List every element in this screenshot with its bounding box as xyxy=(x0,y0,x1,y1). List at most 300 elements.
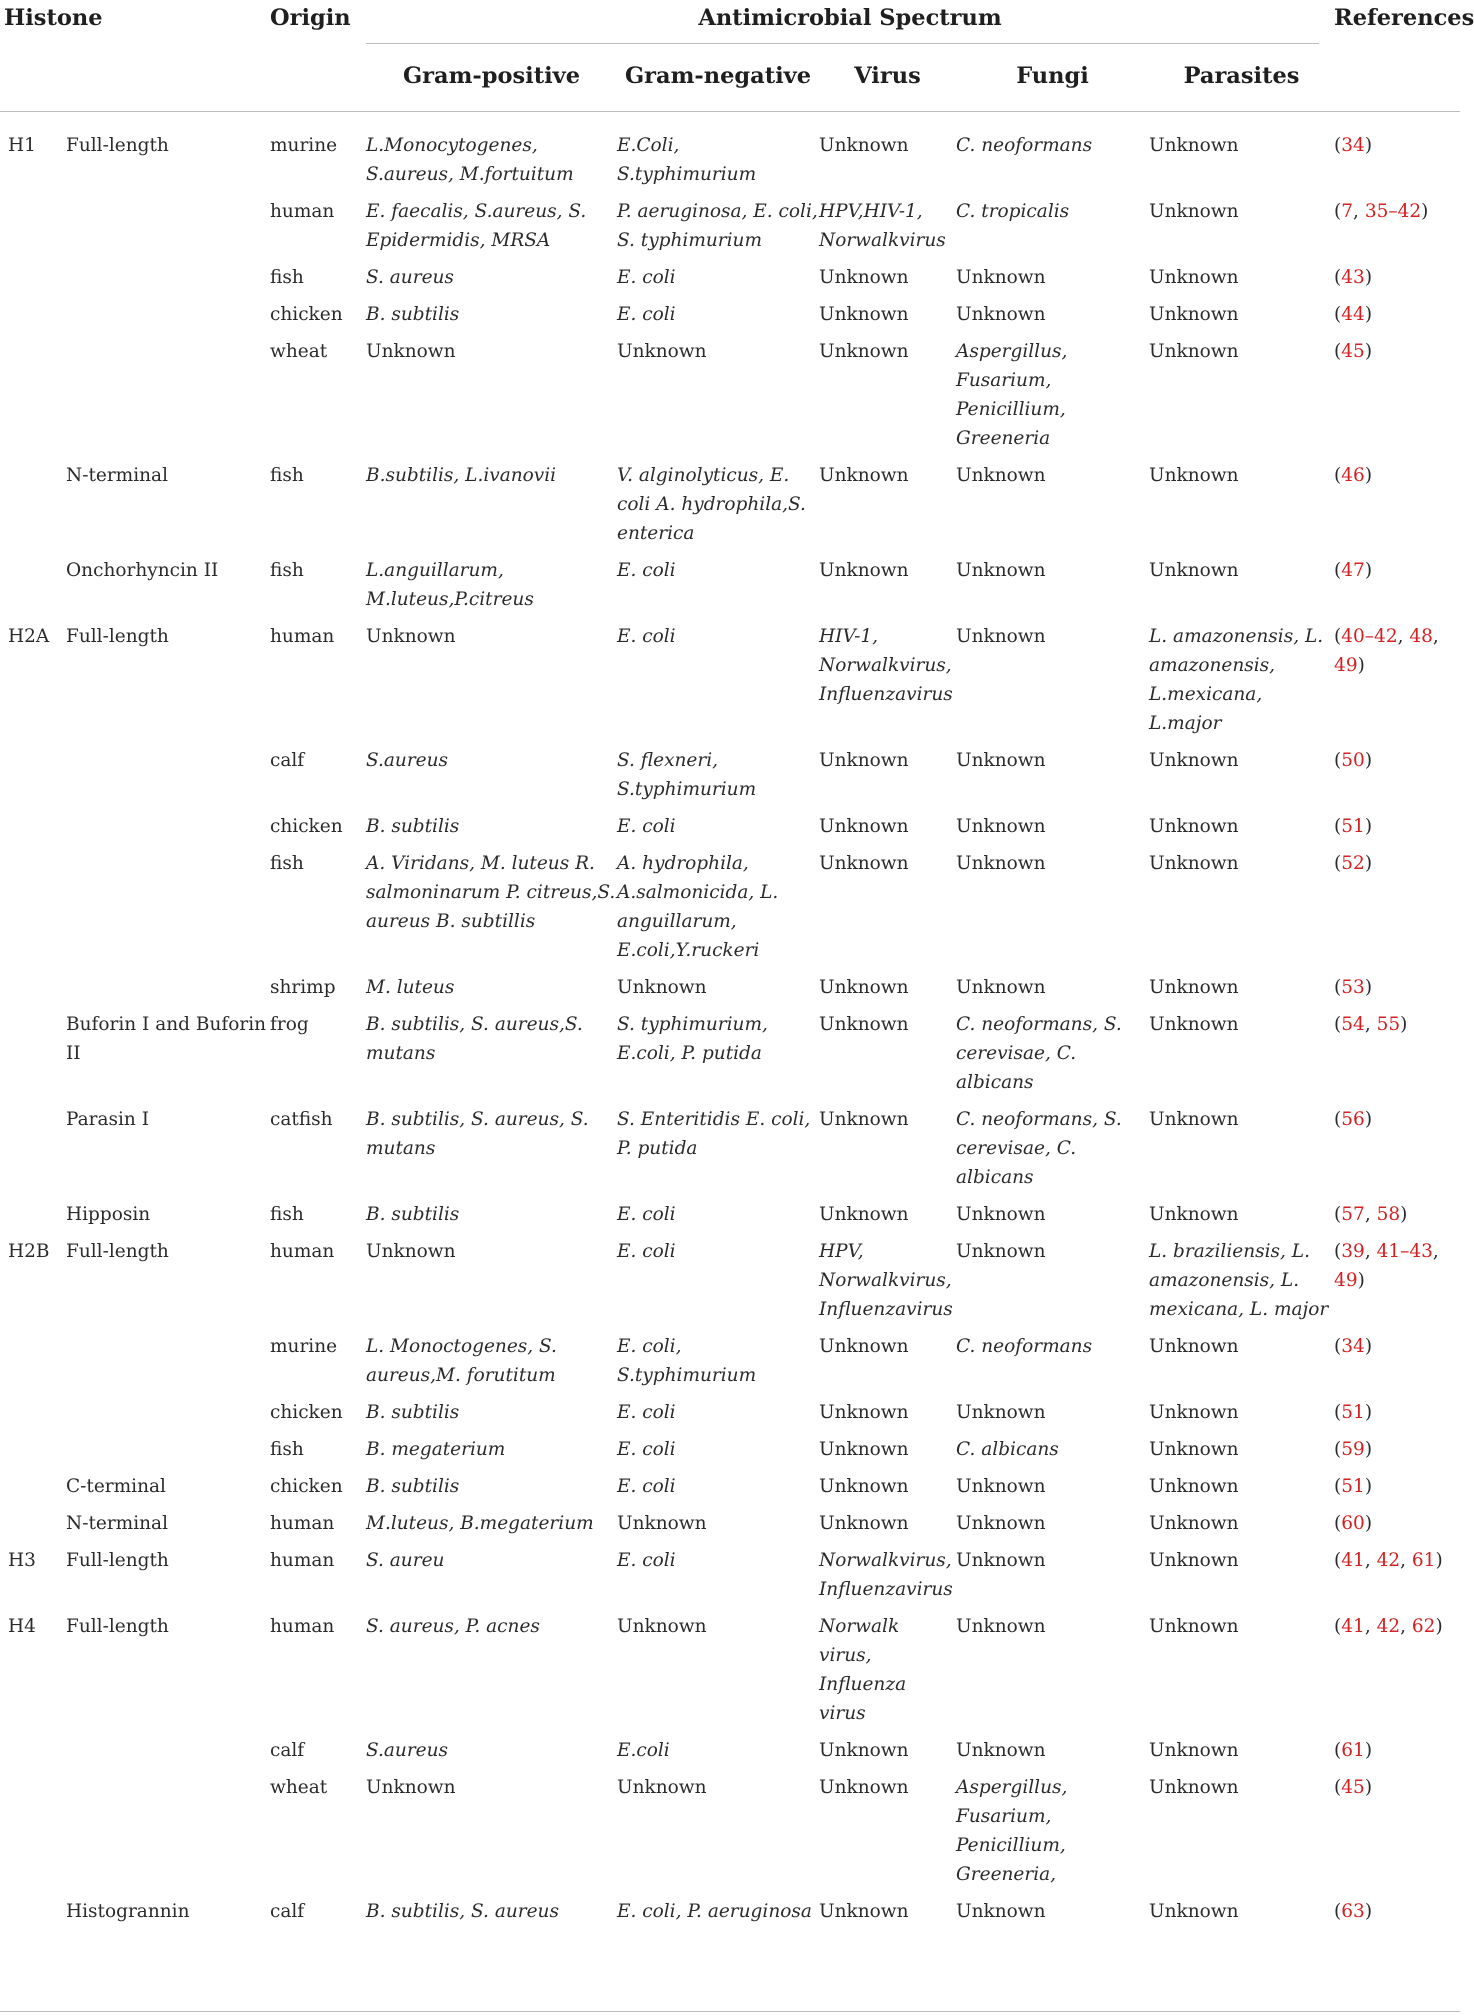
cell-parasites: Unknown xyxy=(1149,1204,1239,1225)
cell-fungi: Unknown xyxy=(956,1241,1046,1262)
cell-references: (63) xyxy=(1334,1901,1373,1922)
cell-parasites: Unknown xyxy=(1149,341,1239,362)
table-row xyxy=(4,1773,1456,1897)
reference-link[interactable]: 51 xyxy=(1341,1402,1365,1423)
cell-references: (46) xyxy=(1334,465,1373,486)
cell-origin: shrimp xyxy=(270,977,336,998)
cell-fungi: Unknown xyxy=(956,304,1046,325)
cell-variant: Full-length xyxy=(66,626,169,647)
cell-variant: N-terminal xyxy=(66,1513,168,1534)
cell-fungi: Unknown xyxy=(956,1901,1046,1922)
cell-references: (56) xyxy=(1334,1109,1373,1130)
table-row xyxy=(4,1736,1456,1773)
table-row xyxy=(4,812,1456,849)
reference-link[interactable]: 42 xyxy=(1376,1616,1401,1637)
cell-gram-negative: P. aeruginosa, E. coli, S. typhimurium xyxy=(617,201,818,251)
cell-origin: chicken xyxy=(270,1402,343,1423)
reference-link[interactable]: 34 xyxy=(1341,1336,1365,1357)
cell-fungi: Aspergillus, Fusarium, Penicillium, Greeneria xyxy=(956,341,1068,449)
cell-virus: Unknown xyxy=(819,135,909,156)
table-row xyxy=(4,1010,1456,1105)
cell-gram-positive: Unknown xyxy=(366,1241,456,1262)
cell-references: (41, 42, 62) xyxy=(1334,1616,1443,1637)
cell-references: (34) xyxy=(1334,135,1373,156)
cell-variant: Hipposin xyxy=(66,1204,151,1225)
cell-histone: H2A xyxy=(8,626,50,647)
cell-variant xyxy=(66,746,270,812)
header-fungi: Fungi xyxy=(1016,63,1089,89)
cell-histone xyxy=(4,300,66,337)
cell-parasites: Unknown xyxy=(1149,1402,1239,1423)
cell-references: (44) xyxy=(1334,304,1373,325)
table-row xyxy=(4,1546,1456,1612)
cell-variant: Full-length xyxy=(66,135,169,156)
cell-gram-negative: V. alginolyticus, E. coli A. hydrophila,S. enterica xyxy=(617,465,806,544)
reference-link[interactable]: 45 xyxy=(1341,1777,1365,1798)
cell-references: (47) xyxy=(1334,560,1373,581)
cell-references: (57, 58) xyxy=(1334,1204,1408,1225)
cell-parasites: Unknown xyxy=(1149,267,1239,288)
cell-parasites: Unknown xyxy=(1149,1439,1239,1460)
cell-gram-negative: Unknown xyxy=(617,1777,707,1798)
cell-variant xyxy=(66,1736,270,1773)
reference-link[interactable]: 44 xyxy=(1341,304,1365,325)
reference-link[interactable]: 56 xyxy=(1341,1109,1365,1130)
cell-references: (39, 41–43, 49) xyxy=(1334,1241,1439,1291)
table-row xyxy=(4,1509,1456,1546)
cell-virus: Unknown xyxy=(819,560,909,581)
reference-link[interactable]: 39 xyxy=(1341,1241,1365,1262)
cell-gram-positive: B. subtilis xyxy=(366,1402,460,1423)
cell-histone xyxy=(4,461,66,556)
cell-parasites: Unknown xyxy=(1149,560,1239,581)
cell-origin: calf xyxy=(270,1740,305,1761)
reference-link[interactable]: 40–42 xyxy=(1341,626,1398,647)
cell-virus: Unknown xyxy=(819,750,909,771)
cell-fungi: Unknown xyxy=(956,1402,1046,1423)
cell-histone xyxy=(4,1332,66,1398)
cell-parasites: Unknown xyxy=(1149,750,1239,771)
cell-histone xyxy=(4,337,66,461)
cell-gram-negative: E. coli xyxy=(617,1241,676,1262)
cell-references: (59) xyxy=(1334,1439,1373,1460)
cell-histone xyxy=(4,1736,66,1773)
reference-link[interactable]: 54 xyxy=(1341,1014,1365,1035)
table-row xyxy=(4,1897,1456,1934)
table-row xyxy=(4,1105,1456,1200)
cell-fungi: C. tropicalis xyxy=(956,201,1070,222)
table-row xyxy=(4,1398,1456,1435)
cell-gram-positive: B. subtilis xyxy=(366,816,460,837)
cell-gram-negative: Unknown xyxy=(617,977,707,998)
cell-variant: C-terminal xyxy=(66,1476,166,1497)
cell-origin: fish xyxy=(270,1204,304,1225)
cell-parasites: Unknown xyxy=(1149,1616,1239,1637)
spectrum-underline xyxy=(366,43,1319,44)
cell-fungi: Unknown xyxy=(956,465,1046,486)
cell-virus: Unknown xyxy=(819,1901,909,1922)
reference-link[interactable]: 51 xyxy=(1341,816,1365,837)
table-row xyxy=(4,1200,1456,1237)
cell-variant xyxy=(66,337,270,461)
cell-histone xyxy=(4,1472,66,1509)
reference-link[interactable]: 53 xyxy=(1341,977,1365,998)
cell-histone xyxy=(4,1200,66,1237)
table-row xyxy=(4,263,1456,300)
cell-origin: human xyxy=(270,1550,335,1571)
cell-variant xyxy=(66,1398,270,1435)
cell-gram-positive: B. subtilis xyxy=(366,304,460,325)
cell-gram-positive: M.luteus, B.megaterium xyxy=(366,1513,594,1534)
cell-variant: N-terminal xyxy=(66,465,168,486)
cell-origin: chicken xyxy=(270,304,343,325)
cell-fungi: Unknown xyxy=(956,1476,1046,1497)
cell-parasites: Unknown xyxy=(1149,201,1239,222)
cell-virus: Unknown xyxy=(819,1014,909,1035)
cell-variant: Histogrannin xyxy=(66,1901,190,1922)
cell-references: (52) xyxy=(1334,853,1373,874)
cell-origin: fish xyxy=(270,853,304,874)
reference-link[interactable]: 49 xyxy=(1334,655,1358,676)
cell-references: (50) xyxy=(1334,750,1373,771)
reference-link[interactable]: 35–42 xyxy=(1364,201,1422,222)
antimicrobial-spectrum-table xyxy=(4,0,1474,1934)
cell-gram-negative: S. typhimurium, E.coli, P. putida xyxy=(617,1014,768,1064)
cell-references: (43) xyxy=(1334,267,1373,288)
header-virus: Virus xyxy=(854,63,921,89)
cell-gram-negative: A. hydrophila, A.salmonicida, L. anguillarum, E.coli,Y.ruckeri xyxy=(617,853,779,961)
cell-virus: HPV, Norwalkvirus, Influenzavirus xyxy=(819,1241,953,1320)
cell-gram-positive: A. Viridans, M. luteus R. salmoninarum P. citreus,S. aureus B. subtillis xyxy=(366,853,616,932)
table-row xyxy=(4,300,1456,337)
cell-virus: HPV,HIV-1, Norwalkvirus xyxy=(819,201,946,251)
reference-link[interactable]: 41 xyxy=(1341,1550,1365,1571)
cell-histone xyxy=(4,1010,66,1105)
cell-origin: calf xyxy=(270,1901,305,1922)
cell-gram-negative: E.Coli, S.typhimurium xyxy=(617,135,757,185)
cell-gram-positive: B. subtilis xyxy=(366,1476,460,1497)
cell-variant xyxy=(66,973,270,1010)
cell-variant xyxy=(66,197,270,263)
cell-references: (53) xyxy=(1334,977,1373,998)
cell-gram-negative: E. coli, S.typhimurium xyxy=(617,1336,757,1386)
cell-gram-negative: Unknown xyxy=(617,1616,707,1637)
cell-gram-positive: E. faecalis, S.aureus, S. Epidermidis, MRSA xyxy=(366,201,587,251)
cell-parasites: Unknown xyxy=(1149,1014,1239,1035)
cell-virus: Unknown xyxy=(819,816,909,837)
reference-link[interactable]: 7 xyxy=(1341,201,1354,222)
cell-gram-negative: E. coli xyxy=(617,1476,676,1497)
cell-origin: catfish xyxy=(270,1109,333,1130)
cell-histone: H1 xyxy=(8,135,36,156)
table-row xyxy=(4,622,1456,746)
reference-link[interactable]: 58 xyxy=(1376,1204,1401,1225)
header-parasites: Parasites xyxy=(1183,63,1300,89)
cell-parasites: L. braziliensis, L. amazonensis, L. mexicana, L. major xyxy=(1149,1241,1329,1320)
reference-link[interactable]: 51 xyxy=(1341,1476,1365,1497)
cell-origin: chicken xyxy=(270,1476,343,1497)
table-row xyxy=(4,1332,1456,1398)
cell-origin: murine xyxy=(270,135,338,156)
cell-fungi: C. neoformans, S. cerevisae, C. albicans xyxy=(956,1109,1122,1188)
cell-gram-negative: Unknown xyxy=(617,341,707,362)
cell-gram-positive: Unknown xyxy=(366,626,456,647)
header-gram-negative: Gram-negative xyxy=(624,63,812,89)
cell-references: (45) xyxy=(1334,1777,1373,1798)
cell-references: (41, 42, 61) xyxy=(1334,1550,1443,1571)
reference-link[interactable]: 47 xyxy=(1341,560,1365,581)
cell-gram-positive: B. subtilis, S. aureus xyxy=(366,1901,559,1922)
cell-gram-positive: S.aureus xyxy=(366,1740,449,1761)
reference-link[interactable]: 62 xyxy=(1411,1616,1436,1637)
cell-origin: chicken xyxy=(270,816,343,837)
cell-gram-positive: B. subtilis xyxy=(366,1204,460,1225)
cell-virus: Unknown xyxy=(819,1777,909,1798)
cell-gram-negative: S. flexneri, S.typhimurium xyxy=(617,750,757,800)
cell-fungi: Unknown xyxy=(956,977,1046,998)
cell-gram-positive: B. subtilis, S. aureus,S. mutans xyxy=(366,1014,583,1064)
cell-fungi: Aspergillus, Fusarium, Penicillium, Greeneria, xyxy=(956,1777,1068,1885)
cell-virus: HIV-1, Norwalkvirus, Influenzavirus xyxy=(819,626,953,705)
cell-histone: H4 xyxy=(8,1616,36,1637)
table-row xyxy=(4,1472,1456,1509)
cell-virus: Unknown xyxy=(819,304,909,325)
cell-parasites: Unknown xyxy=(1149,135,1239,156)
reference-link[interactable]: 50 xyxy=(1341,750,1365,771)
cell-fungi: C. albicans xyxy=(956,1439,1059,1460)
cell-gram-negative: E. coli xyxy=(617,1402,676,1423)
cell-gram-negative: E. coli xyxy=(617,626,676,647)
cell-variant: Full-length xyxy=(66,1616,169,1637)
cell-virus: Unknown xyxy=(819,1336,909,1357)
cell-histone xyxy=(4,556,66,622)
cell-virus: Unknown xyxy=(819,853,909,874)
cell-gram-negative: E. coli xyxy=(617,1204,676,1225)
cell-fungi: Unknown xyxy=(956,853,1046,874)
cell-variant xyxy=(66,812,270,849)
cell-gram-negative: E.coli xyxy=(617,1740,670,1761)
cell-variant xyxy=(66,300,270,337)
header-divider xyxy=(0,111,1460,112)
table-row xyxy=(4,746,1456,812)
cell-histone xyxy=(4,197,66,263)
cell-fungi: C. neoformans xyxy=(956,135,1093,156)
reference-link[interactable]: 34 xyxy=(1341,135,1365,156)
cell-virus: Unknown xyxy=(819,1740,909,1761)
table-row xyxy=(4,849,1456,973)
table-row xyxy=(4,1612,1456,1736)
reference-link[interactable]: 63 xyxy=(1341,1901,1365,1922)
table-body xyxy=(4,112,1456,1934)
reference-link[interactable]: 46 xyxy=(1341,465,1365,486)
cell-gram-negative: E. coli xyxy=(617,560,676,581)
cell-variant: Parasin I xyxy=(66,1109,150,1130)
cell-histone xyxy=(4,1773,66,1897)
cell-virus: Unknown xyxy=(819,1513,909,1534)
cell-references: (45) xyxy=(1334,341,1373,362)
reference-link[interactable]: 55 xyxy=(1376,1014,1401,1035)
reference-link[interactable]: 42 xyxy=(1376,1550,1401,1571)
cell-gram-positive: Unknown xyxy=(366,1777,456,1798)
table-row xyxy=(4,461,1456,556)
reference-link[interactable]: 52 xyxy=(1341,853,1365,874)
cell-fungi: Unknown xyxy=(956,750,1046,771)
reference-link[interactable]: 61 xyxy=(1341,1740,1365,1761)
cell-gram-positive: S. aureus xyxy=(366,267,454,288)
cell-origin: human xyxy=(270,1513,335,1534)
cell-histone: H2B xyxy=(8,1241,50,1262)
header-histone: Histone xyxy=(4,5,103,31)
cell-gram-positive: M. luteus xyxy=(366,977,455,998)
cell-fungi: Unknown xyxy=(956,1616,1046,1637)
cell-parasites: Unknown xyxy=(1149,465,1239,486)
cell-parasites: L. amazonensis, L. amazonensis, L.mexicana, L.major xyxy=(1149,626,1324,734)
table-bottom-rule xyxy=(0,2011,1460,2012)
cell-virus: Unknown xyxy=(819,465,909,486)
cell-origin: wheat xyxy=(270,1777,328,1798)
cell-gram-positive: L.Monocytogenes, S.aureus, M.fortuitum xyxy=(366,135,574,185)
cell-references: (7, 35–42) xyxy=(1334,201,1429,222)
table-row xyxy=(4,1435,1456,1472)
cell-gram-positive: S.aureus xyxy=(366,750,449,771)
cell-parasites: Unknown xyxy=(1149,1109,1239,1130)
cell-variant: Onchorhyncin II xyxy=(66,560,219,581)
reference-link[interactable]: 41–43 xyxy=(1376,1241,1433,1262)
cell-virus: Unknown xyxy=(819,977,909,998)
cell-gram-negative: Unknown xyxy=(617,1513,707,1534)
cell-histone xyxy=(4,1105,66,1200)
cell-parasites: Unknown xyxy=(1149,1476,1239,1497)
cell-fungi: Unknown xyxy=(956,1204,1046,1225)
cell-references: (51) xyxy=(1334,1402,1373,1423)
cell-references: (61) xyxy=(1334,1740,1373,1761)
cell-origin: fish xyxy=(270,267,304,288)
cell-fungi: Unknown xyxy=(956,560,1046,581)
cell-parasites: Unknown xyxy=(1149,1550,1239,1571)
cell-variant xyxy=(66,263,270,300)
cell-references: (60) xyxy=(1334,1513,1373,1534)
reference-link[interactable]: 43 xyxy=(1341,267,1365,288)
cell-gram-negative: E. coli xyxy=(617,1550,676,1571)
cell-parasites: Unknown xyxy=(1149,853,1239,874)
cell-gram-negative: E. coli xyxy=(617,304,676,325)
reference-link[interactable]: 41 xyxy=(1341,1616,1365,1637)
cell-origin: wheat xyxy=(270,341,328,362)
cell-fungi: Unknown xyxy=(956,816,1046,837)
cell-origin: human xyxy=(270,626,335,647)
header-references: References xyxy=(1334,5,1474,31)
cell-variant xyxy=(66,1332,270,1398)
cell-virus: Unknown xyxy=(819,1109,909,1130)
cell-references: (40–42, 48, 49) xyxy=(1334,626,1439,676)
cell-parasites: Unknown xyxy=(1149,816,1239,837)
cell-references: (51) xyxy=(1334,816,1373,837)
cell-parasites: Unknown xyxy=(1149,1513,1239,1534)
cell-origin: human xyxy=(270,1241,335,1262)
table-row xyxy=(4,197,1456,263)
cell-gram-negative: S. Enteritidis E. coli, P. putida xyxy=(617,1109,811,1159)
cell-virus: Unknown xyxy=(819,1204,909,1225)
cell-references: (34) xyxy=(1334,1336,1373,1357)
cell-fungi: Unknown xyxy=(956,267,1046,288)
reference-link[interactable]: 45 xyxy=(1341,341,1365,362)
header-origin: Origin xyxy=(270,5,351,31)
cell-virus: Unknown xyxy=(819,1402,909,1423)
cell-origin: fish xyxy=(270,465,304,486)
cell-parasites: Unknown xyxy=(1149,1740,1239,1761)
cell-gram-negative: E. coli, P. aeruginosa xyxy=(617,1901,812,1922)
reference-link[interactable]: 57 xyxy=(1341,1204,1365,1225)
cell-parasites: Unknown xyxy=(1149,1777,1239,1798)
cell-parasites: Unknown xyxy=(1149,304,1239,325)
cell-virus: Unknown xyxy=(819,267,909,288)
cell-gram-positive: L. Monoctogenes, S. aureus,M. forutitum xyxy=(366,1336,557,1386)
cell-parasites: Unknown xyxy=(1149,1901,1239,1922)
cell-gram-positive: B.subtilis, L.ivanovii xyxy=(366,465,557,486)
cell-origin: calf xyxy=(270,750,305,771)
reference-link[interactable]: 61 xyxy=(1411,1550,1436,1571)
reference-link[interactable]: 60 xyxy=(1341,1513,1365,1534)
table-row xyxy=(4,337,1456,461)
cell-histone xyxy=(4,1897,66,1934)
table-row xyxy=(4,131,1456,197)
cell-gram-positive: S. aureus, P. acnes xyxy=(366,1616,540,1637)
reference-link[interactable]: 48 xyxy=(1409,626,1433,647)
cell-origin: frog xyxy=(270,1014,309,1035)
cell-variant: Full-length xyxy=(66,1241,169,1262)
cell-gram-positive: B. megaterium xyxy=(366,1439,506,1460)
reference-link[interactable]: 49 xyxy=(1334,1270,1358,1291)
cell-virus: Unknown xyxy=(819,1439,909,1460)
table-row xyxy=(4,556,1456,622)
table-row xyxy=(4,973,1456,1010)
cell-fungi: Unknown xyxy=(956,1513,1046,1534)
cell-histone xyxy=(4,849,66,973)
cell-origin: human xyxy=(270,201,335,222)
cell-histone xyxy=(4,263,66,300)
cell-gram-positive: Unknown xyxy=(366,341,456,362)
cell-origin: fish xyxy=(270,560,304,581)
cell-gram-negative: E. coli xyxy=(617,816,676,837)
cell-variant xyxy=(66,1773,270,1897)
header-antimicrobial-spectrum: Antimicrobial Spectrum xyxy=(698,5,1002,31)
cell-histone xyxy=(4,1509,66,1546)
cell-references: (54, 55) xyxy=(1334,1014,1408,1035)
cell-histone xyxy=(4,812,66,849)
cell-histone xyxy=(4,973,66,1010)
cell-variant xyxy=(66,849,270,973)
cell-fungi: C. neoformans, S. cerevisae, C. albicans xyxy=(956,1014,1122,1093)
cell-fungi: Unknown xyxy=(956,626,1046,647)
table-row xyxy=(4,1237,1456,1332)
cell-gram-negative: E. coli xyxy=(617,267,676,288)
reference-link[interactable]: 59 xyxy=(1341,1439,1365,1460)
cell-origin: fish xyxy=(270,1439,304,1460)
cell-variant: Buforin I and Buforin II xyxy=(66,1014,267,1064)
cell-references: (51) xyxy=(1334,1476,1373,1497)
cell-origin: human xyxy=(270,1616,335,1637)
cell-histone xyxy=(4,746,66,812)
cell-virus: Unknown xyxy=(819,341,909,362)
cell-virus: Norwalk virus, Influenza virus xyxy=(819,1616,907,1724)
cell-origin: murine xyxy=(270,1336,338,1357)
cell-histone xyxy=(4,1398,66,1435)
header-gram-positive: Gram-positive xyxy=(402,63,581,89)
cell-gram-positive: S. aureu xyxy=(366,1550,445,1571)
cell-virus: Norwalkvirus, Influenzavirus xyxy=(819,1550,953,1600)
cell-gram-positive: B. subtilis, S. aureus, S. mutans xyxy=(366,1109,589,1159)
cell-variant: Full-length xyxy=(66,1550,169,1571)
